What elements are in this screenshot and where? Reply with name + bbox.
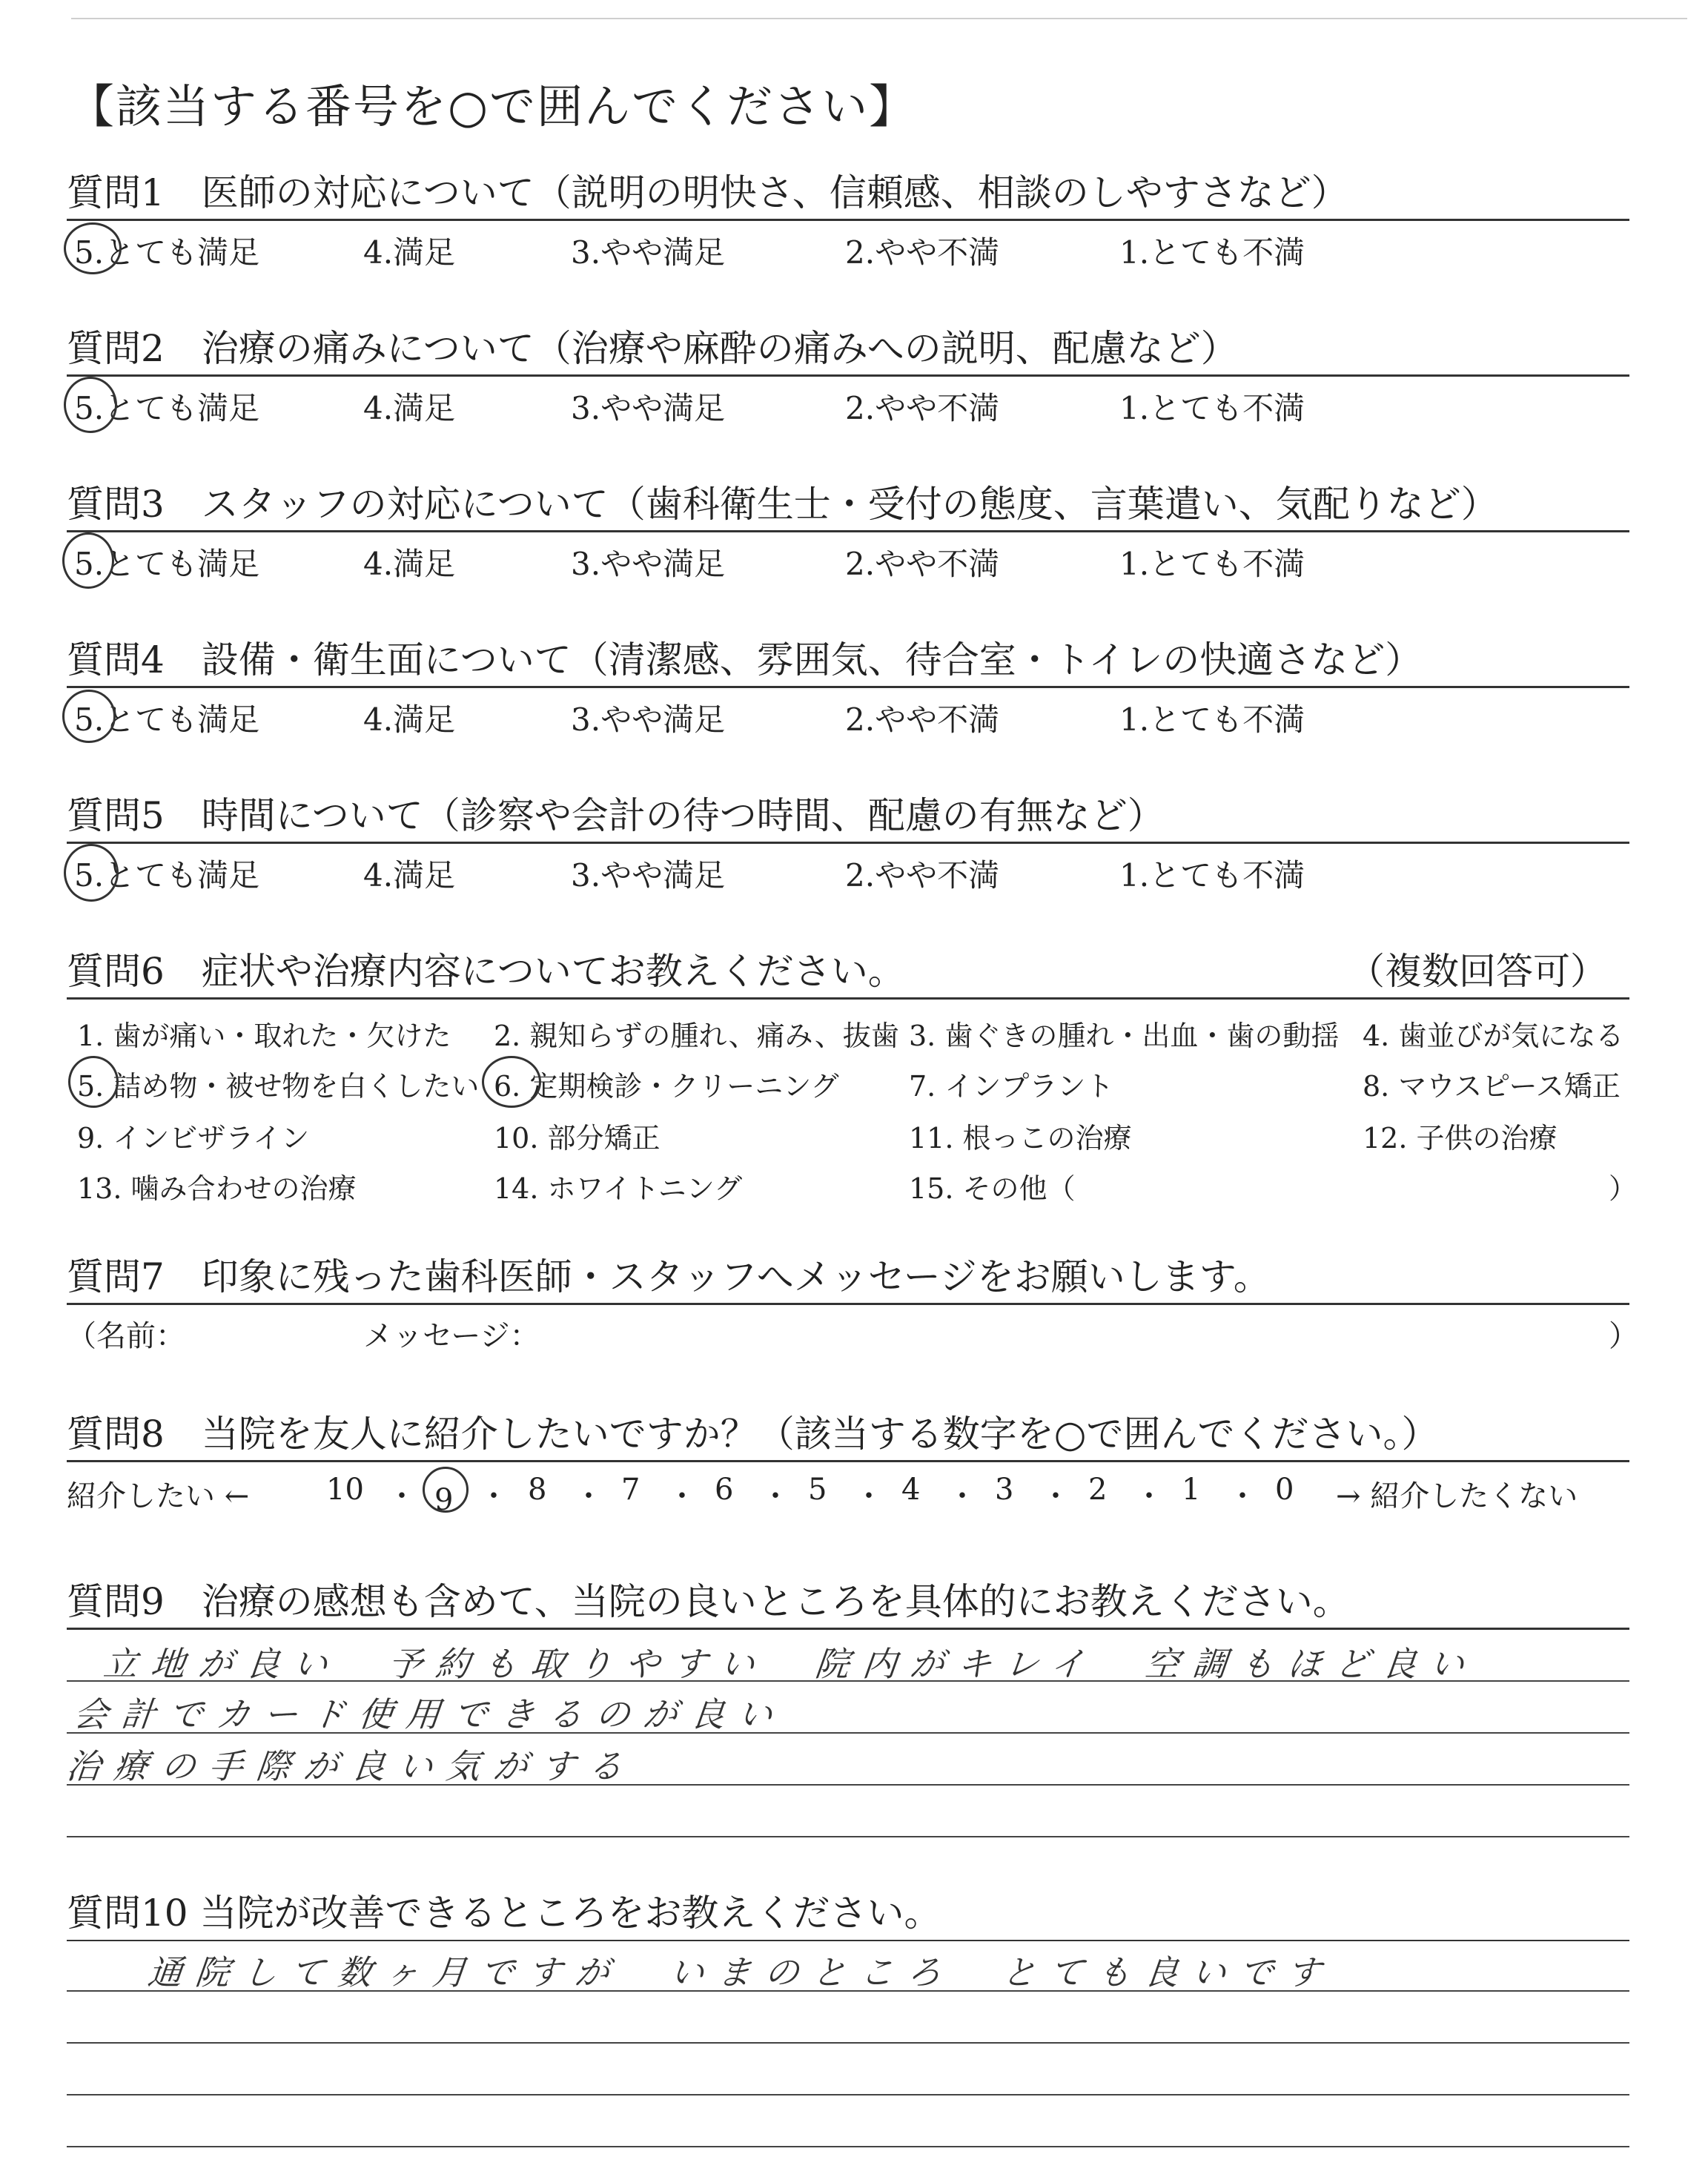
question-9-title: 質問9 治療の感想も含めて、当院の良いところを具体的にお教えください。	[67, 1580, 1350, 1623]
q1-option-2[interactable]: 2.やや不満	[845, 234, 1000, 271]
q1-option-5[interactable]: 5.とても満足	[74, 228, 259, 273]
q4-option-2[interactable]: 2.やや不満	[845, 701, 1000, 738]
q9-answer-rule	[67, 1732, 1629, 1734]
q10-answer-rule	[67, 2094, 1629, 2095]
question-10	[67, 1883, 1629, 2156]
q3-option-2[interactable]: 2.やや不満	[845, 546, 1000, 582]
q10-answer-rule	[67, 2146, 1629, 2147]
q6-option-6[interactable]: 6. 定期検診・クリーニング	[494, 1063, 839, 1104]
question-2	[67, 317, 1629, 429]
q8-sep: ・	[1134, 1479, 1164, 1513]
question-3	[67, 473, 1629, 584]
q1-option-1[interactable]: 1.とても不満	[1119, 234, 1305, 271]
question-6	[67, 940, 1638, 1207]
q8-sep: ・	[667, 1479, 697, 1513]
q9-answer-line-3[interactable]: 治療の手際が良い気がする	[64, 1746, 638, 1786]
q8-sep: ・	[1041, 1479, 1070, 1513]
q8-right-label: → 紹介したくない	[1336, 1479, 1578, 1513]
q6-option-15[interactable]: 15. その他（	[909, 1172, 1076, 1205]
q6-option-7[interactable]: 7. インプラント	[909, 1070, 1114, 1103]
q7-close-paren: ）	[1609, 1319, 1638, 1353]
question-4-options	[67, 688, 1629, 740]
q10-answer-rule	[67, 1990, 1629, 1992]
q8-sep: ・	[574, 1479, 603, 1513]
q1-option-3[interactable]: 3.やや満足	[571, 234, 726, 271]
q2-option-4[interactable]: 4.満足	[363, 390, 456, 426]
q5-option-1[interactable]: 1.とても不満	[1119, 857, 1305, 894]
q8-scale-5[interactable]: 5	[808, 1473, 827, 1507]
question-4	[67, 629, 1629, 740]
question-6-options	[67, 1000, 1638, 1207]
question-10-answer-area	[67, 1941, 1629, 2156]
q8-scale-10[interactable]: 10	[326, 1473, 364, 1507]
question-2-options	[67, 377, 1629, 429]
question-7-title: 質問7 印象に残った歯科医師・スタッフへメッセージをお願いします。	[67, 1255, 1271, 1298]
question-1	[67, 162, 1629, 273]
q7-name-label: （名前：	[67, 1319, 185, 1353]
question-9	[64, 1571, 1629, 1849]
q8-sep: ・	[387, 1479, 417, 1513]
q10-answer-rule	[67, 2042, 1629, 2044]
q8-scale-8[interactable]: 8	[528, 1473, 547, 1507]
q3-option-3[interactable]: 3.やや満足	[571, 546, 726, 582]
q2-option-2[interactable]: 2.やや不満	[845, 390, 1000, 426]
q6-option-5[interactable]: 5. 詰め物・被せ物を白くしたい	[77, 1063, 479, 1104]
q6-option-8[interactable]: 8. マウスピース矯正	[1363, 1070, 1621, 1103]
question-5-title: 質問5 時間について（診察や会計の待つ時間、配慮の有無など）	[67, 794, 1165, 837]
q6-option-3[interactable]: 3. 歯ぐきの腫れ・出血・歯の動揺	[909, 1020, 1340, 1052]
question-7	[67, 1246, 1638, 1353]
q5-option-4[interactable]: 4.満足	[363, 857, 456, 894]
q6-option-2[interactable]: 2. 親知らずの腫れ、痛み、抜歯	[494, 1020, 899, 1052]
q5-option-5[interactable]: 5.とても満足	[74, 851, 259, 896]
q3-option-1[interactable]: 1.とても不満	[1119, 546, 1305, 582]
q6-option-13[interactable]: 13. 噛み合わせの治療	[77, 1172, 357, 1205]
question-3-title: 質問3 スタッフの対応について（歯科衛生士・受付の態度、言葉遣い、気配りなど）	[67, 483, 1498, 526]
q8-sep: ・	[1228, 1479, 1257, 1513]
q6-option-9[interactable]: 9. インビザライン	[77, 1122, 310, 1155]
question-6-note: （複数回答可）	[1348, 950, 1607, 993]
q8-scale-2[interactable]: 2	[1088, 1473, 1108, 1507]
page-title: 【該当する番号を○で囲んでください】	[68, 79, 917, 133]
q6-option-15-close: ）	[1609, 1172, 1638, 1205]
q9-answer-rule	[67, 1836, 1629, 1837]
q5-option-2[interactable]: 2.やや不満	[845, 857, 1000, 894]
q9-answer-rule	[67, 1680, 1629, 1682]
q8-scale-6[interactable]: 6	[715, 1473, 734, 1507]
q8-scale-7[interactable]: 7	[621, 1473, 640, 1507]
question-1-title: 質問1 医師の対応について（説明の明快さ、信頼感、相談のしやすさなど）	[67, 171, 1348, 214]
q2-option-1[interactable]: 1.とても不満	[1119, 390, 1305, 426]
question-3-options	[67, 532, 1629, 584]
q8-sep: ・	[947, 1479, 977, 1513]
q8-scale-4[interactable]: 4	[901, 1473, 921, 1507]
q6-option-4[interactable]: 4. 歯並びが気になる	[1363, 1020, 1624, 1052]
q8-left-label: 紹介したい ←	[67, 1479, 250, 1513]
question-5	[67, 785, 1629, 896]
q3-option-5[interactable]: 5.とても満足	[74, 540, 259, 584]
q2-option-5[interactable]: 5.とても満足	[74, 384, 259, 429]
q6-option-12[interactable]: 12. 子供の治療	[1363, 1122, 1558, 1155]
question-5-options	[67, 844, 1629, 896]
q4-option-1[interactable]: 1.とても不満	[1119, 701, 1305, 738]
q10-answer-line-1[interactable]: 通院して数ヶ月ですが いまのところ とても良いです	[145, 1952, 1337, 1992]
q5-option-3[interactable]: 3.やや満足	[571, 857, 726, 894]
question-2-title: 質問2 治療の痛みについて（治療や麻酔の痛みへの説明、配慮など）	[67, 327, 1238, 370]
question-1-options	[67, 221, 1629, 273]
question-8-scale: 紹介したい ← 10 ・ 9 ・ 8 ・ 7 ・ 6 ・ 5 ・ 4 ・ 3 ・ 2 ・ 1 ・ 0 → 紹介したくない	[67, 1462, 1629, 1514]
question-8	[67, 1403, 1629, 1517]
question-6-title: 質問6 症状や治療内容についてお教えください。	[67, 950, 905, 993]
q4-option-3[interactable]: 3.やや満足	[571, 701, 726, 738]
q4-option-4[interactable]: 4.満足	[363, 701, 456, 738]
q9-answer-line-2[interactable]: 会計でカード使用できるのが良い	[71, 1694, 788, 1734]
q8-scale-1[interactable]: 1	[1182, 1473, 1201, 1507]
q8-sep: ・	[479, 1479, 509, 1513]
q2-option-3[interactable]: 3.やや満足	[571, 390, 726, 426]
q8-sep: ・	[761, 1479, 790, 1513]
question-8-title: 質問8 当院を友人に紹介したいですか？（該当する数字を○で囲んでください。）	[67, 1413, 1439, 1456]
q8-scale-0[interactable]: 0	[1275, 1473, 1294, 1507]
q9-answer-line-1[interactable]: 立地が良い 予約も取りやすい 院内がキレイ 空調もほど良い	[101, 1644, 1480, 1684]
q9-answer-rule	[67, 1784, 1629, 1786]
q6-option-10[interactable]: 10. 部分矯正	[494, 1122, 661, 1155]
q6-option-14[interactable]: 14. ホワイトニング	[494, 1172, 743, 1205]
q1-option-4[interactable]: 4.満足	[363, 234, 456, 271]
question-9-answer-area	[64, 1630, 1629, 1849]
q3-option-4[interactable]: 4.満足	[363, 546, 456, 582]
q7-message-label: メッセージ：	[363, 1319, 540, 1353]
q4-option-5[interactable]: 5.とても満足	[74, 696, 259, 740]
q6-option-11[interactable]: 11. 根っこの治療	[909, 1122, 1132, 1155]
q8-scale-3[interactable]: 3	[995, 1473, 1014, 1507]
q6-option-1[interactable]: 1. 歯が痛い・取れた・欠けた	[77, 1020, 451, 1052]
question-4-title: 質問4 設備・衛生面について（清潔感、雰囲気、待合室・トイレの快適さなど）	[67, 638, 1423, 681]
question-10-title: 質問10 当院が改善できるところをお教えください。	[67, 1892, 941, 1935]
page-top-divider	[71, 18, 1687, 19]
q8-sep: ・	[854, 1479, 884, 1513]
question-7-fields	[67, 1305, 1638, 1353]
